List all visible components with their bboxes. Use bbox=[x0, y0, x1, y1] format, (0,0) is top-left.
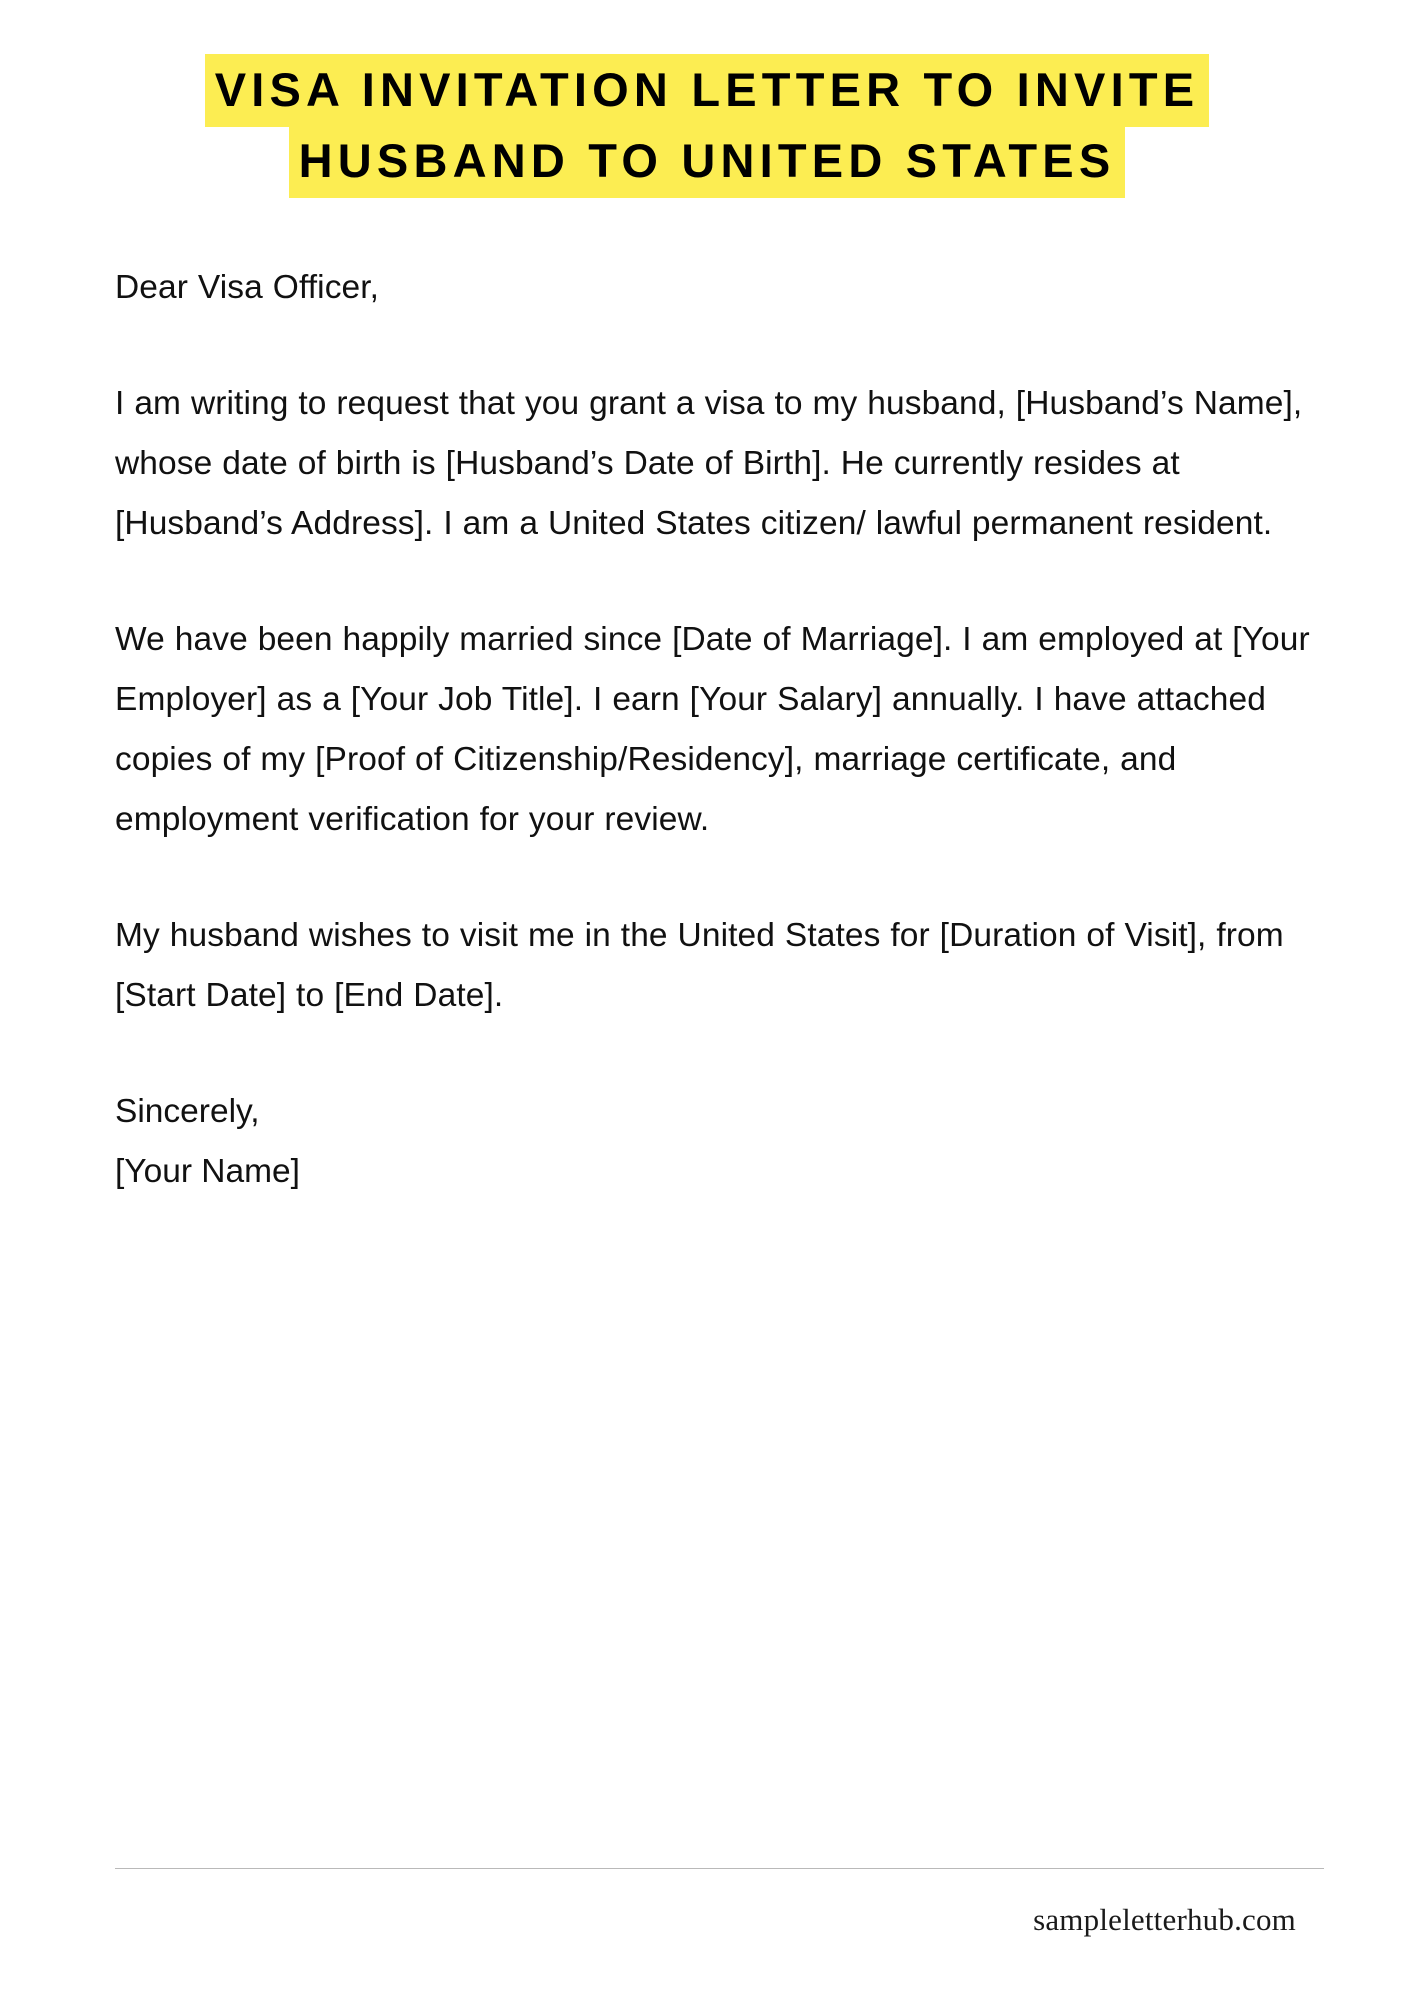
closing-line: Sincerely, bbox=[115, 1093, 260, 1130]
footer-site-name: sampleletterhub.com bbox=[1033, 1902, 1296, 1937]
salutation: Dear Visa Officer, bbox=[115, 269, 380, 306]
paragraph-2: We have been happily married since [Date of Marriage]. I am employed at [Your Employer] as a [Your Job Title]. I earn [Your Salary] annually. I have attached copies of my [Proof of Citizenship/Residency], marriage certificate, and employment verification for your review. bbox=[115, 621, 1310, 838]
footer bbox=[115, 1868, 1324, 1938]
paragraph-1: I am writing to request that you grant a visa to my husband, [Husband’s Name], whose date of birth is [Husband’s Date of Birth]. He currently resides at [Husband’s Address]. I am a United States citizen/ lawful permanent resident. bbox=[115, 385, 1303, 542]
signature-line: [Your Name] bbox=[115, 1153, 300, 1190]
title-line-2: HUSBAND TO UNITED STATES bbox=[289, 125, 1126, 198]
title-line-1: VISA INVITATION LETTER TO INVITE bbox=[205, 54, 1210, 127]
letter-body bbox=[0, 258, 1414, 1202]
footer-divider bbox=[115, 1868, 1324, 1869]
page-title bbox=[0, 0, 1414, 196]
paragraph-3: My husband wishes to visit me in the United States for [Duration of Visit], from [Start Date] to [End Date]. bbox=[115, 917, 1284, 1014]
